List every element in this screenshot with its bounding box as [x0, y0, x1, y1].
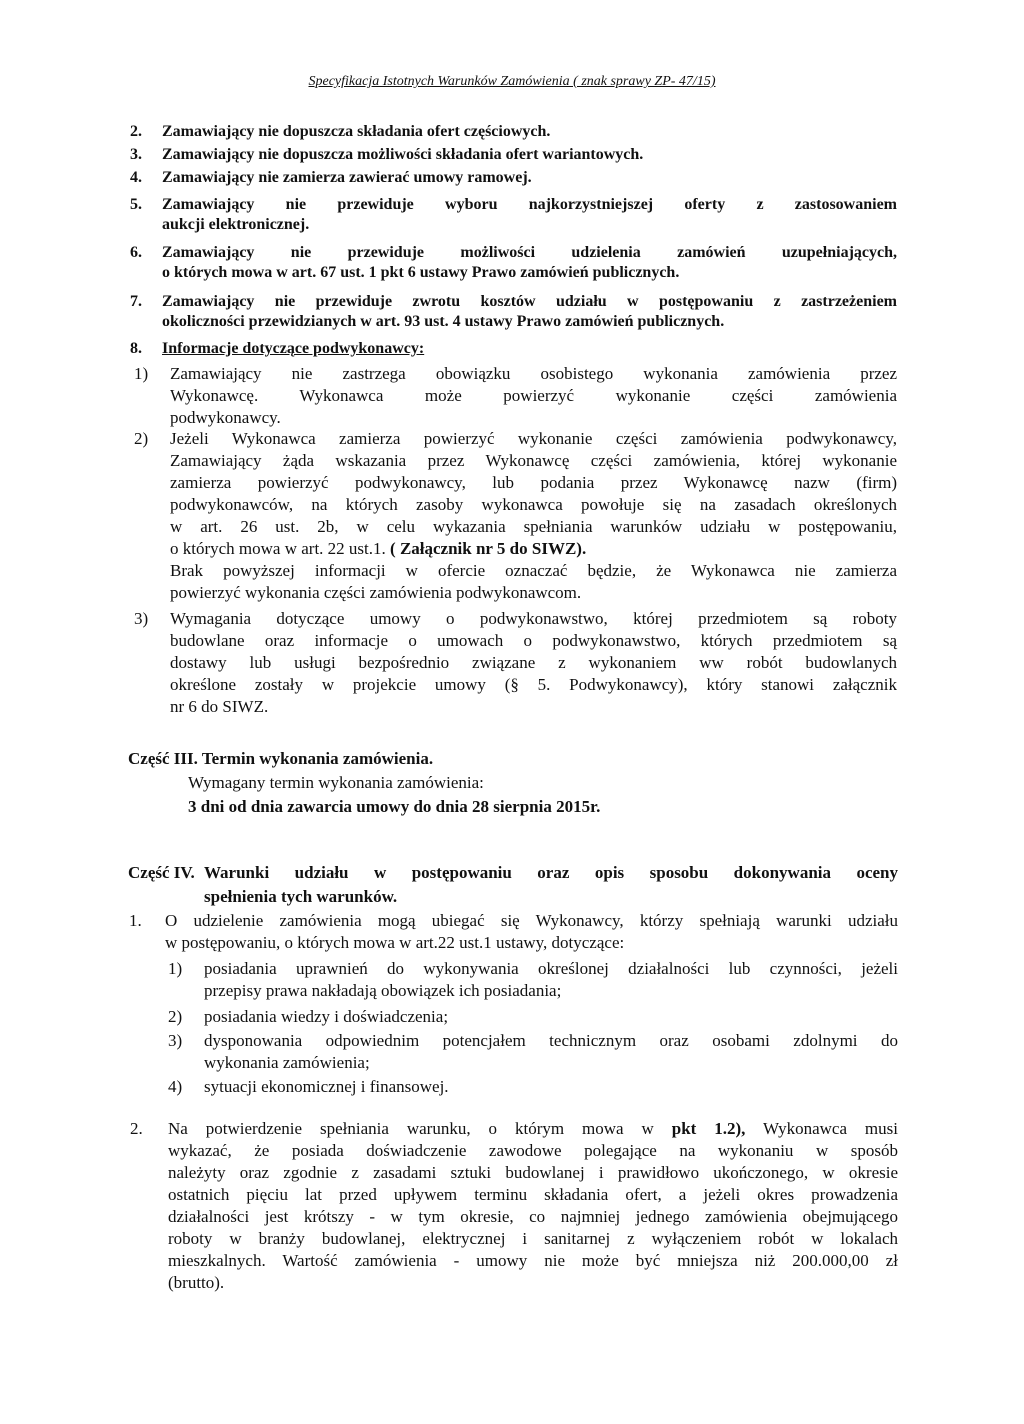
- list-item: [130, 168, 902, 188]
- sub-item-line: Brak powyższej informacji w ofercie oznaczać będzie, że Wykonawca nie zamierza: [170, 561, 897, 580]
- section-title: [128, 748, 888, 770]
- list-item: [130, 292, 897, 332]
- sub-item-number: 2): [134, 429, 149, 448]
- sub-item-line: [170, 538, 897, 560]
- paragraph-line: mieszkalnych. Wartość zamówienia - umowy nie może być mniejsza niż 200.000,00 zł: [168, 1251, 898, 1270]
- sub-item-number: 3): [168, 1031, 183, 1050]
- sub-item-line-text: o których mowa w art. 22 ust.1.: [170, 539, 391, 558]
- list-item: [130, 195, 897, 235]
- paragraph-line: ostatnich pięciu lat przed upływem terminu składania ofert, a jeżeli okres prowadzenia: [168, 1185, 898, 1204]
- item-number: 2.: [130, 123, 142, 140]
- paragraph-line: (brutto).: [168, 1273, 225, 1292]
- item-text-line: Zamawiający nie przewiduje wyboru najkorzystniejszej oferty z zastosowaniem: [162, 196, 897, 213]
- paragraph-line: wykazać, że posiada doświadczenie zawodowe polegające na wykonaniu w sposób: [168, 1141, 898, 1160]
- list-item: [130, 243, 897, 283]
- sub-item-line: wykonania zamówienia;: [204, 1053, 370, 1072]
- sub-item-line: dysponowania odpowiednim potencjałem technicznym oraz osobami zdolnymi do: [204, 1031, 898, 1050]
- sub-item-line: posiadania wiedzy i doświadczenia;: [204, 1007, 449, 1026]
- sub-item-number: 1): [168, 959, 183, 978]
- item-number: 7.: [130, 293, 142, 310]
- item-text: Zamawiający nie dopuszcza składania ofert częściowych.: [162, 123, 551, 140]
- sub-item: [134, 363, 897, 429]
- section-label: Część IV.: [128, 863, 195, 882]
- item-text-line: aukcji elektronicznej.: [162, 216, 310, 233]
- paragraph-number: 1.: [129, 911, 142, 930]
- sub-item-line: budowlane oraz informacje o umowach o podwykonawstwo, których przedmiotem są: [170, 631, 897, 650]
- sub-item: [168, 1076, 898, 1098]
- point-reference: pkt 1.2),: [671, 1119, 746, 1138]
- sub-item: [134, 608, 897, 718]
- paragraph-line: roboty w branży budowlanej, elektrycznej i sanitarnej z wyłączeniem robót w lokalach: [168, 1229, 898, 1248]
- sub-item-line: Zamawiający nie zastrzega obowiązku osobistego wykonania zamówienia przez: [170, 364, 897, 383]
- item-text: Zamawiający nie dopuszcza możliwości składania ofert wariantowych.: [162, 146, 644, 163]
- paragraph-number: 2.: [130, 1119, 143, 1138]
- sub-item-line: posiadania uprawnień do wykonywania określonej działalności lub czynności, jeżeli: [204, 959, 898, 978]
- item-text-line: Zamawiający nie przewiduje zwrotu kosztów udziału w postępowaniu z zastrzeżeniem: [162, 293, 897, 310]
- sub-item-line: nr 6 do SIWZ.: [170, 697, 269, 716]
- sub-item-line: przepisy prawa nakładają obowiązek ich posiadania;: [204, 981, 562, 1000]
- paragraph-line: [168, 1118, 898, 1140]
- page-header: Specyfikacja Istotnych Warunków Zamówienia ( znak sprawy ZP- 47/15): [308, 74, 716, 89]
- section-title-text: spełnienia tych warunków.: [204, 887, 398, 906]
- paragraph-line: należyty oraz zgodnie z zasadami sztuki budowlanej i prawidłowo ukończonego, w okresie: [168, 1163, 898, 1182]
- item-number: 4.: [130, 169, 142, 186]
- item-text-line: Zamawiający nie przewiduje możliwości udzielenia zamówień uzupełniających,: [162, 244, 897, 261]
- item-text: Zamawiający nie zamierza zawierać umowy ramowej.: [162, 169, 532, 186]
- paragraph-line: O udzielenie zamówienia mogą ubiegać się Wykonawcy, którzy spełniają warunki udziału: [165, 911, 898, 930]
- list-item: [130, 145, 902, 165]
- paragraph: Wymagany termin wykonania zamówienia:: [188, 773, 484, 792]
- paragraph-line-text: Na potwierdzenie spełniania warunku, o którym mowa w: [168, 1119, 672, 1138]
- list-item: [130, 122, 902, 142]
- sub-item-line: Zamawiający żąda wskazania przez Wykonawcę części zamówienia, której wykonanie: [170, 451, 897, 470]
- sub-item-line: Jeżeli Wykonawca zamierza powierzyć wykonanie części zamówienia podwykonawcy,: [170, 429, 897, 448]
- item-number: 8.: [130, 340, 142, 357]
- sub-item-line: w art. 26 ust. 2b, w celu wykazania spełniania warunków udziału w postępowaniu,: [170, 517, 897, 536]
- sub-item-number: 3): [134, 609, 149, 628]
- section-label: Część III.: [128, 749, 198, 768]
- sub-item-line: zamierza powierzyć podwykonawcy, lub podania przez Wykonawcę nazw (firm): [170, 473, 897, 492]
- sub-item: [168, 1030, 898, 1074]
- sub-item: [168, 958, 898, 1002]
- deadline-text: 3 dni od dnia zawarcia umowy do dnia 28 sierpnia 2015r.: [188, 797, 601, 816]
- paragraph-line-text: Wykonawca musi: [745, 1119, 898, 1138]
- section-title-text: Termin wykonania zamówienia.: [197, 749, 434, 768]
- sub-item-line: powierzyć wykonania części zamówienia podwykonawcom.: [170, 583, 582, 602]
- sub-item-line: określone zostały w projekcie umowy (§ 5. Podwykonawcy), który stanowi załącznik: [170, 675, 897, 694]
- list-item: [130, 339, 897, 359]
- sub-item-line: Wykonawcę. Wykonawca może powierzyć wykonanie części zamówienia: [170, 386, 897, 405]
- item-text-line: okoliczności przewidzianych w art. 93 ust. 4 ustawy Prawo zamówień publicznych.: [162, 313, 725, 330]
- item-number: 3.: [130, 146, 142, 163]
- sub-item-line: podwykonawców, na których zasoby wykonawca powołuje się na zasadach określonych: [170, 495, 897, 514]
- sub-item-number: 2): [168, 1007, 183, 1026]
- item-number: 6.: [130, 244, 142, 261]
- sub-item-number: 1): [134, 364, 149, 383]
- paragraph-line: działalności jest krótszy - w tym okresie, co najmniej jednego zamówienia obejmującego: [168, 1207, 898, 1226]
- sub-item-line: dostawy lub usługi bezpośrednio związane z wykonaniem ww robót budowlanych: [170, 653, 897, 672]
- paragraph-line: w postępowaniu, o których mowa w art.22 ust.1 ustawy, dotyczące:: [165, 933, 625, 952]
- section-title-text: Warunki udziału w postępowaniu oraz opis sposobu dokonywania oceny: [204, 863, 898, 882]
- section-heading: Informacje dotyczące podwykonawcy:: [162, 340, 425, 357]
- sub-item-number: 4): [168, 1077, 183, 1096]
- sub-item: [168, 1006, 898, 1028]
- paragraph-item: [129, 910, 898, 954]
- attachment-reference: ( Załącznik nr 5 do SIWZ).: [390, 539, 587, 558]
- item-number: 5.: [130, 196, 142, 213]
- paragraph-item: [130, 1118, 898, 1294]
- sub-item: [134, 428, 897, 604]
- sub-item-line: podwykonawcy.: [170, 408, 281, 427]
- sub-item-line: sytuacji ekonomicznej i finansowej.: [204, 1077, 449, 1096]
- sub-item-line: Wymagania dotyczące umowy o podwykonawstwo, której przedmiotem są roboty: [170, 609, 897, 628]
- item-text-line: o których mowa w art. 67 ust. 1 pkt 6 ustawy Prawo zamówień publicznych.: [162, 264, 680, 281]
